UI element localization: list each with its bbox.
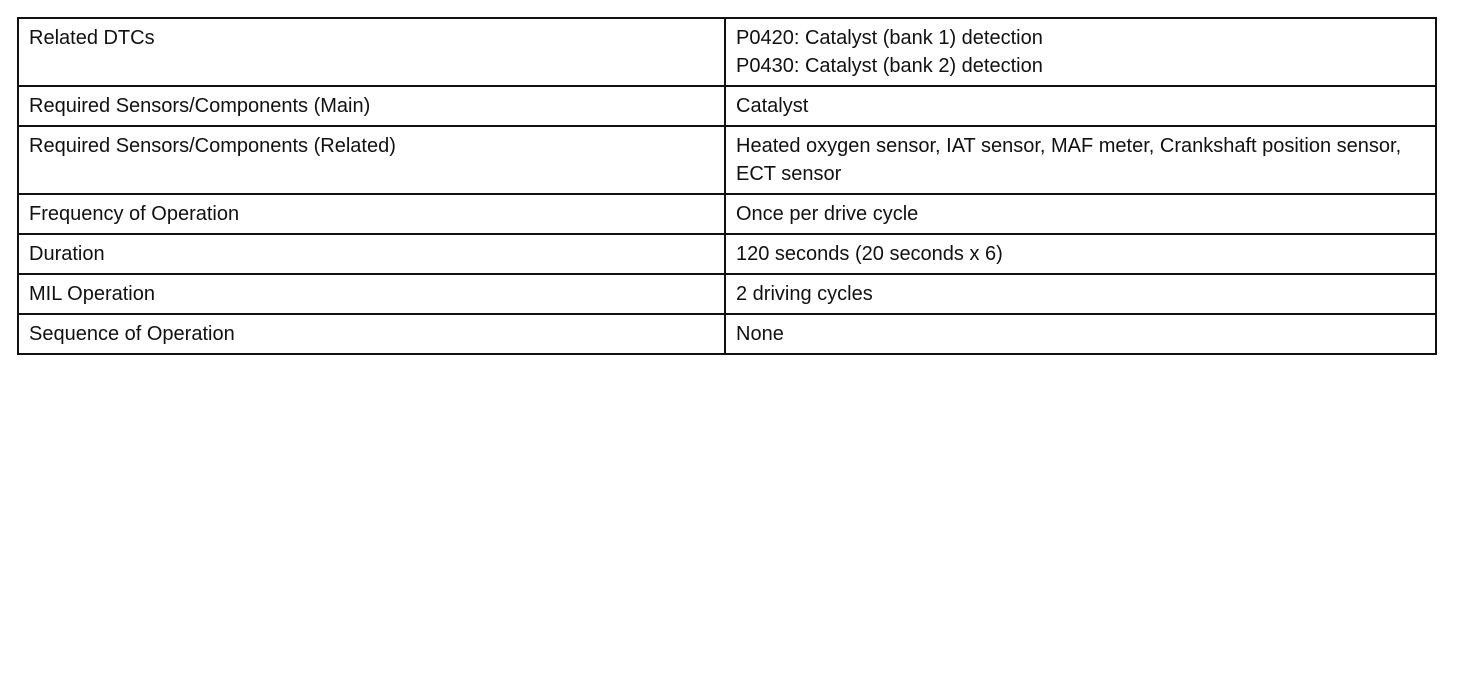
row-label: Frequency of Operation xyxy=(18,194,725,234)
row-value xyxy=(725,194,1436,234)
row-value xyxy=(725,126,1436,194)
table-row xyxy=(18,234,1436,274)
row-value xyxy=(725,314,1436,354)
row-label: Required Sensors/Components (Main) xyxy=(18,86,725,126)
row-label: MIL Operation xyxy=(18,274,725,314)
row-value xyxy=(725,274,1436,314)
value-line: 120 seconds (20 seconds x 6) xyxy=(736,243,1003,265)
table-row xyxy=(18,126,1436,194)
row-value xyxy=(725,86,1436,126)
row-label: Sequence of Operation xyxy=(18,314,725,354)
table-row xyxy=(18,194,1436,234)
table-row xyxy=(18,18,1436,86)
row-label: Related DTCs xyxy=(18,18,725,86)
row-label: Duration xyxy=(18,234,725,274)
table-row xyxy=(18,86,1436,126)
value-line: Catalyst xyxy=(736,95,809,117)
row-value xyxy=(725,234,1436,274)
table-row xyxy=(18,274,1436,314)
row-label: Required Sensors/Components (Related) xyxy=(18,126,725,194)
value-line: P0430: Catalyst (bank 2) detection xyxy=(736,55,1043,77)
value-line: 2 driving cycles xyxy=(736,283,873,305)
table-row xyxy=(18,314,1436,354)
spec-table-body xyxy=(18,18,1436,354)
row-value xyxy=(725,18,1436,86)
monitor-spec-table xyxy=(17,17,1437,355)
value-line: None xyxy=(736,323,784,345)
value-line: Once per drive cycle xyxy=(736,203,919,225)
value-line: P0420: Catalyst (bank 1) detection xyxy=(736,27,1043,49)
value-line: Heated oxygen sensor, IAT sensor, MAF meter, Crankshaft position sensor, ECT sensor xyxy=(736,135,1402,185)
